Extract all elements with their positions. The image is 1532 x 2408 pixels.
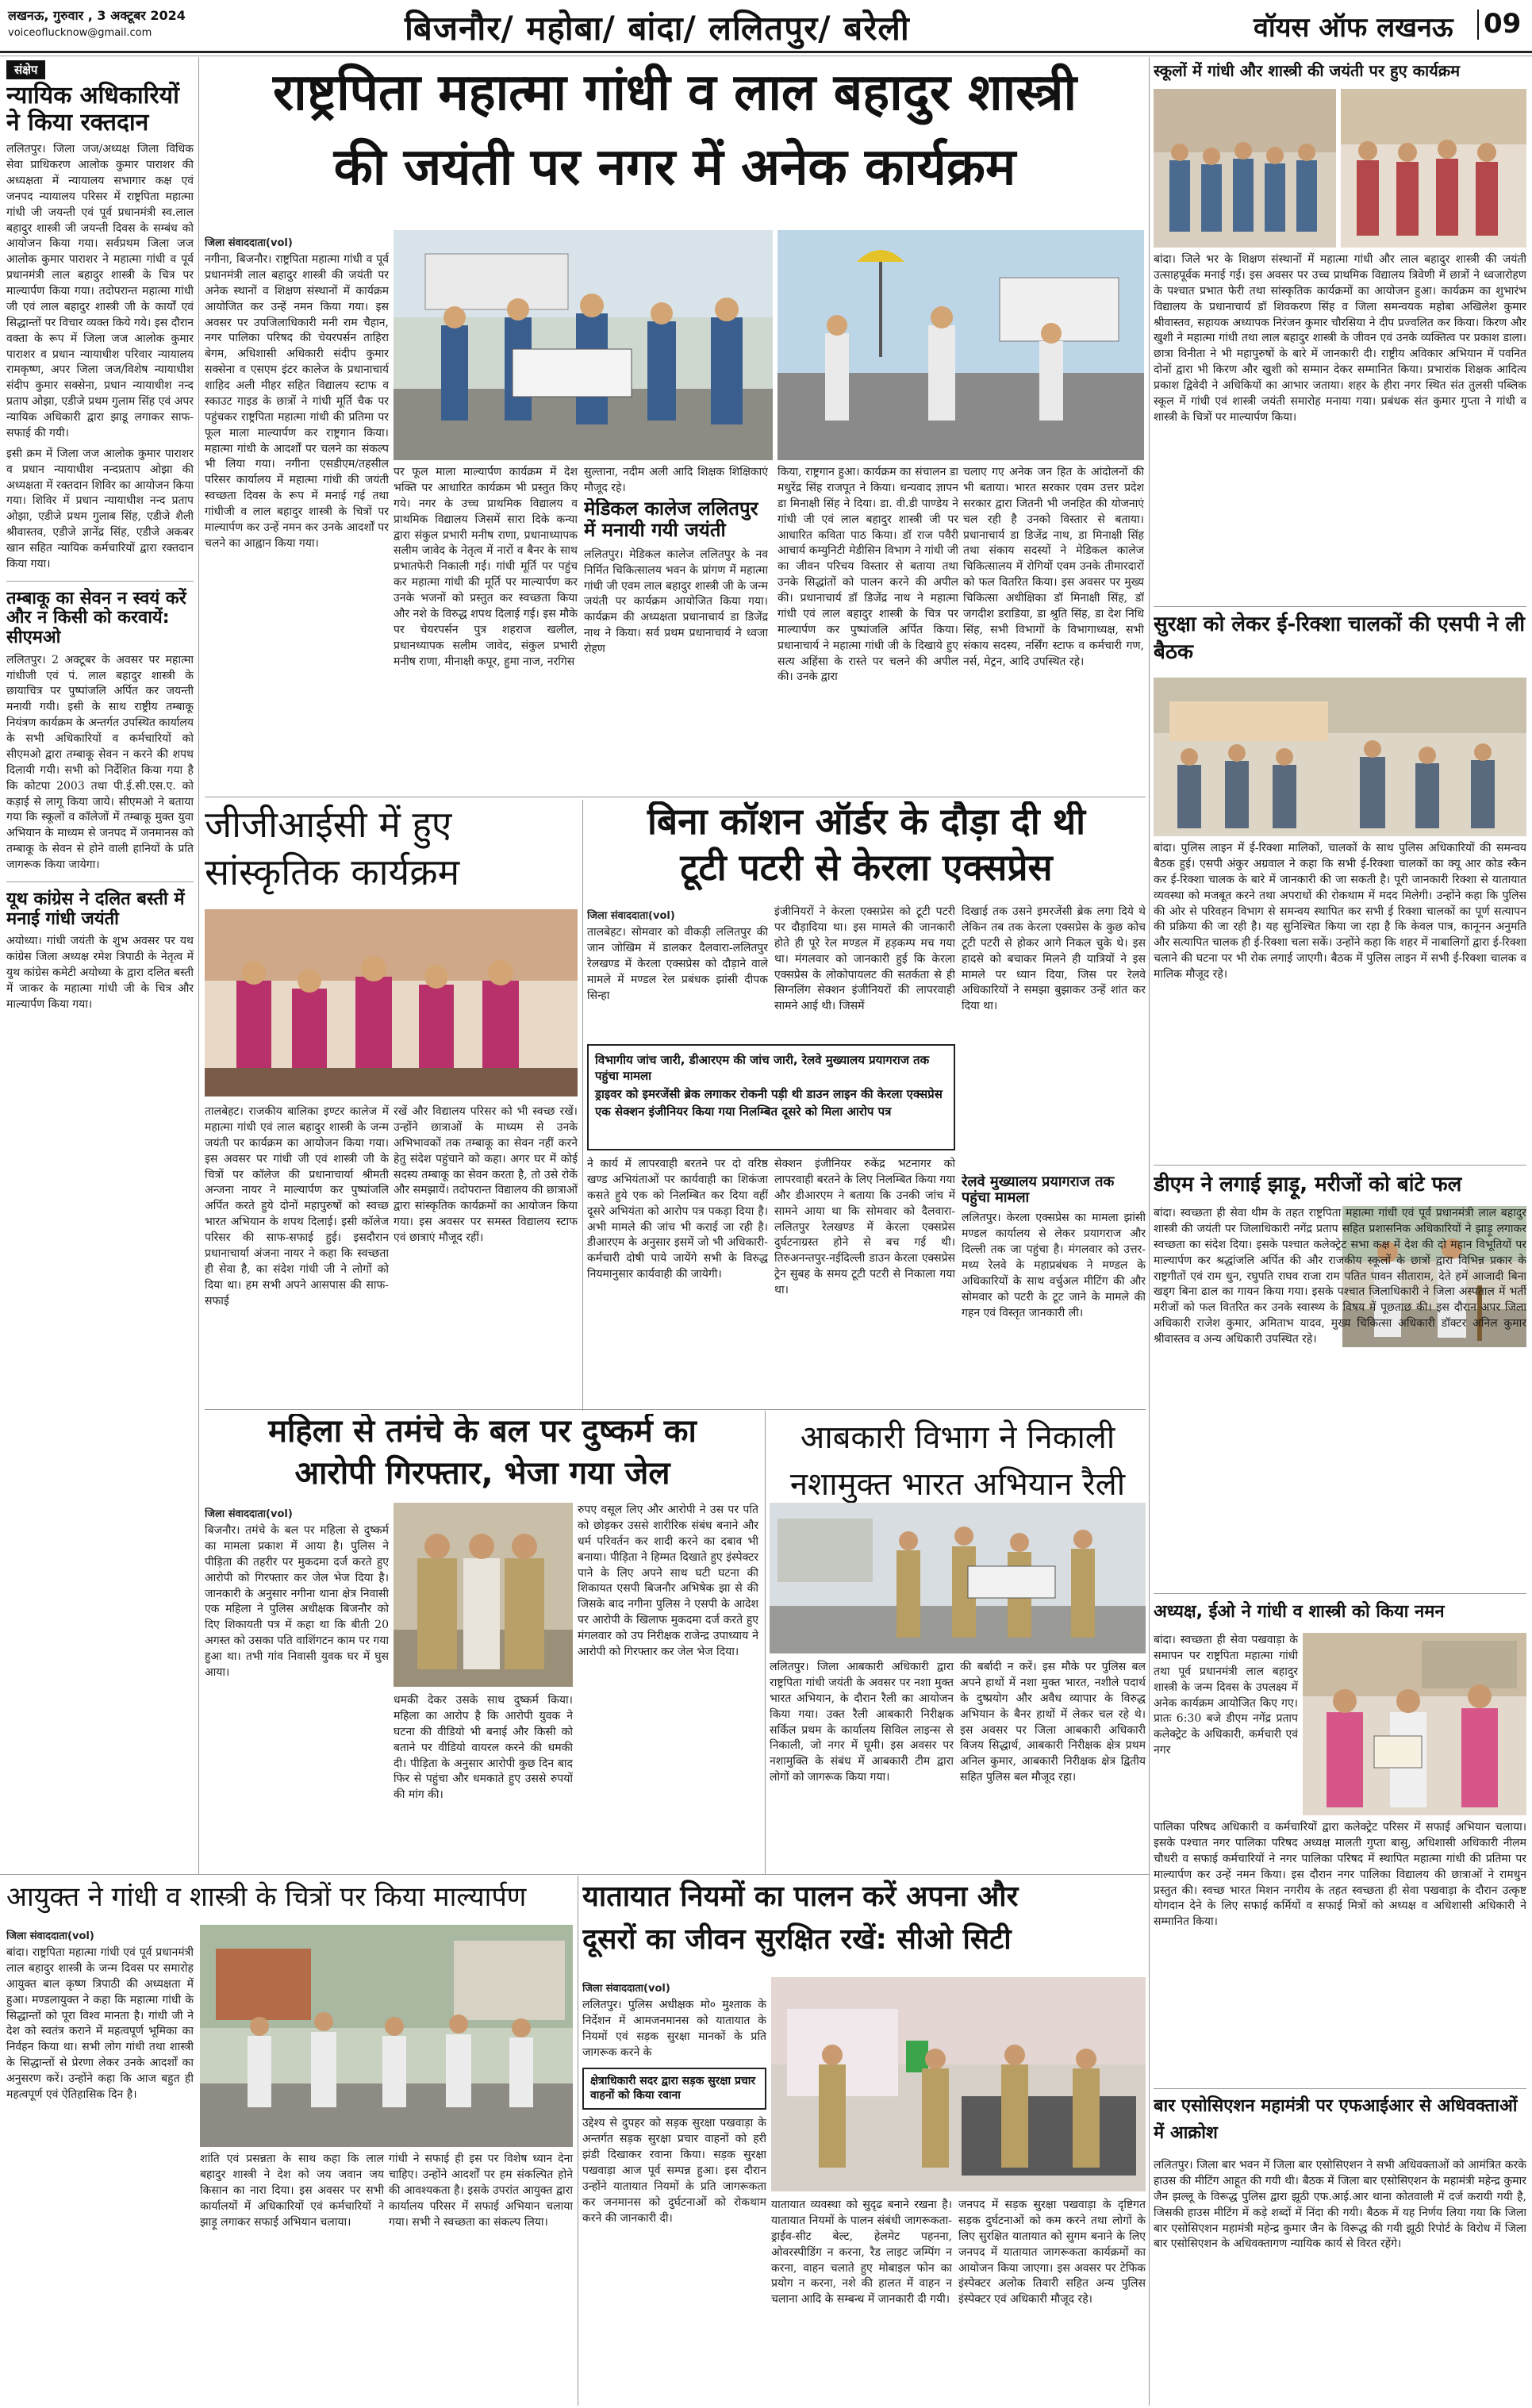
column-rule (1149, 57, 1150, 2406)
section-divider (1154, 1593, 1526, 1594)
kerala-headline (587, 801, 1146, 904)
traffic-col-2 (771, 2198, 952, 2401)
ggic-headline: जीजीआईसी में हुए सांस्कृतिक कार्यक्रम (205, 803, 460, 893)
column-rule (198, 57, 199, 1874)
brief-divider-1 (6, 581, 194, 582)
medical-body: ललितपुर। मेडिकल कालेज ललितपुर के नव निर्मित चिकित्सालय भवन के प्रांगण में महात्मा गांधी जी एवम लाल बहादुर शास्त्री जी के जन्म जयंती पर कार्यक्रम आयोजित किया गया। कार्यक्रम की अध्यक्षता प्रधानाचार्य डा डिजेंद्र नाथ ने किया। सर्व प्रथम प्रधानाचार्य ने ध्वजा रोहण (584, 547, 768, 655)
dm-body-text: बांदा। स्वच्छता ही सेवा थीम के तहत राष्ट्रपिता महात्मा गांधी एवं पूर्व प्रधानमंत्री लाल बहादुर शास्त्री की जयंती पर जिलाधिकारी नगेंद्र प्रताप सहित प्रशासनिक अधिकारियों ने झाड़ू लगाकर स्वच्छता का संदेश दिया। इसके पश्चात कलेक्ट्रेट सभा कक्ष में देश की दो महान विभूतियों पर माल्यार्पण कर श्रद्धांजलि अर्पित की और राजकीय स्कूलों के छात्रों द्वारा विभिन्न प्रकार के राष्ट्रगीतों एवं राम धुन, रघुपति राघव राजा राम पतित पावन सीताराम, देते हमें आजादी बिना खड्ग बिना ढाल का गायन किया गया। इसके पश्चात जिलाधिकारी ने जिला अस्पताल में भर्ती मरीजों को फल वितरित कर उनके स्वास्थ्य के विषय में पूछताछ की। इस दौरान अपर जिला अधिकारी राजेश कुमार, अमिताभ यादव, मुख्य चिकित्सा अधिकारी डॉक्टर अनिल कुमार श्रीवास्तव व अन्य अधिकारी उपस्थित रहे। (1154, 1207, 1526, 1346)
lead-photo-march (778, 230, 1144, 460)
schools-body-text: बांदा। जिले भर के शिक्षण संस्थानों में महात्मा गांधी और लाल बहादुर शास्त्री की जयंती उत्साहपूर्वक मनाई गई। इस अवसर पर उच्च प्राथमिक विद्यालय त्रिवेणी में छात्रों ने ध्वजारोहण के पश्चात प्रभात फेरी तथा सांस्कृतिक कार्यक्रमों का आयोजन हुआ। कार्यक्रम का शुभारंभ विद्यालय के प्रधानाचार्य डॉ शिवकरण सिंह व जिला समन्वयक महोबा अखिलेश कुमार श्रीवास्तव, सहायक अध्यापक निरंजन कुमार चौरसिया ने दीप प्रज्वलित कर किया। किरण और खुशी ने महात्मा गांधी तथा लाल बहादुर शास्त्री के जीवन एवं उनके व्यक्तित्व पर प्रकाश डाला। छात्रा विनीता ने भी महापुरुषों के बारे में जानकारी दी। राष्ट्रीय अविकार अभियान में पवनित दोनों द्वारा भी किरण और खुशी को सम्मान देकर सम्मानित किया। प्रभारांक शिक्षक आदित्य प्रकाश द्विवेदी ने अधिकियों का आभार जताया। शहर के हीरा नगर स्थित संत तुलसी पब्लिक स्कूल में गांधी एवं शास्त्री जयंती समारोह मनाया गया। प्रबंधक संत कुमार गुप्ता ने गांधी व शास्त्री के चित्रों पर माल्यार्पण किया। (1154, 253, 1526, 424)
traffic-col-lede (582, 1977, 766, 2401)
schools-body (1154, 252, 1526, 601)
nasha-col-1 (770, 1660, 954, 1857)
rape-col-3 (394, 1693, 573, 1856)
section-divider (0, 1874, 1149, 1875)
kerala-highlight-item: ड्राइवर को इमरजेंसी ब्रेक लगाकर रोकनी पड़ी थी डाउन लाइन की केरला एक्सप्रेस (595, 1086, 943, 1101)
lead-byline: जिला संवाददाता(vol) (205, 237, 293, 249)
rape-col-2 (578, 1503, 758, 1856)
schools-photo-2 (1341, 89, 1526, 248)
masthead-separator (1477, 10, 1479, 40)
section-divider (1154, 1165, 1526, 1166)
rape-photo (394, 1503, 573, 1687)
lead-photo-rally (394, 230, 773, 460)
rape-col-3-text: धमकी देकर उसके साथ दुष्कर्म किया। महिला का आरोप है कि आरोपी युवक ने घटना की वीडियो भी बनाई और किसी को बताने पर वीडियो वायरल करने की धमकी दी। पीड़िता के अनुसार आरोपी कुछ दिन बाद फिर से पहुंचा और धमकाते हुए उससे रुपयों की मांग की। (394, 1694, 573, 1802)
lead-headline-line-2: की जयंती पर नगर में अनेक कार्यक्रम (333, 137, 1016, 197)
eo-photo (1303, 1633, 1526, 1815)
kerala-headline-line-1: बिना कॉशन ऑर्डर के दौड़ा दी थी (647, 801, 1086, 843)
bar-body-text: ललितपुर। जिला बार भवन में जिला बार एसोसिएशन ने सभी अधिवक्ताओं को आमंत्रित करके हाउस की मीटिंग आहूत की गयी थी। बैठक में जिला बार एसोसिएशन के महामंत्री महेन्द्र कुमार जैन झल्लू के विरूद्ध पुलिस द्वारा झूठी एफ.आई.आर थाना कोतवाली में दर्ज करायी गयी है, जिसकी हाउस मीटिंग में कड़े शब्दों में निंदा की गयी। बैठक में यह निर्णय लिया गया कि जिला बार एसोसिएशन महामंत्री महेन्द्र कुमार जैन के विरूद्ध की गयी झूठी रिपोर्ट के विरोध में जिला बार एसोसिएशन के अधिवक्तागण न्यायिक कार्य से विरत रहेंगे। (1154, 2159, 1526, 2251)
lead-headline (205, 59, 1145, 225)
traffic-byline: जिला संवाददाता(vol) (582, 1983, 670, 1995)
kerala-col-5 (774, 1157, 955, 1403)
bar-headline: बार एसोसिएशन महामंत्री पर एफआईआर से अधिवक्ताओं में आक्रोश (1154, 2096, 1518, 2144)
kerala-highlight-item: एक सेक्शन इंजीनियर किया गया निलम्बित दूसरे को मिला आरोप पत्र (595, 1104, 892, 1119)
masthead (0, 0, 1532, 52)
ayukt-photo (200, 1925, 573, 2147)
eo-col-1 (1154, 1633, 1298, 1831)
page-number: 09 (1484, 8, 1522, 40)
traffic-headline-line-2: दूसरों का जीवन सुरक्षित रखें: सीओ सिटी (582, 1923, 1012, 1957)
traffic-highlight-box: क्षेत्राधिकारी सदर द्वारा सड़क सुरक्षा प्रचार वाहनों को किया रवाना (582, 2068, 766, 2110)
medical-story (584, 498, 768, 792)
section-cities: बिजनौर/ महोबा/ बांदा/ ललितपुर/ बरेली (405, 9, 910, 48)
dm-headline: डीएम ने लगाई झाड़ू, मरीजों को बांटे फल (1154, 1173, 1462, 1196)
rape-col-1 (205, 1503, 389, 1856)
kerala-col-2-text: इंजीनियरों ने केरला एक्सप्रेस को टूटी पटरी पर दौड़ादिया था। इस मामले की जानकारी होते ही पूरे रेल मण्डल में हड़कम्प मच गया था। मंगलवार को जानकारी हुई कि केरला एक्सप्रेस के लोकोपायलट की सतर्कता से ही सिग्नलिंग सेक्शन इंजीनियरों की लापरवाही सामने आई थी। जिसमें (774, 905, 955, 1013)
kerala-col-1-text: तालबेहट। सोमवार को वीकड़ी ललितपुर की जान जोखिम में डालकर दैलवारा-ललितपुर रेलखण्ड में केरला एक्सप्रेस को दौड़ाने वाले मामले में मण्डल रेल प्रबंधक झांसी दीपक सिन्हा (587, 926, 768, 1002)
ayukt-col-1 (6, 1925, 194, 2401)
kerala-col-4 (587, 1157, 768, 1403)
traffic-lede: ललितपुर। पुलिस अधीक्षक मो० मुश्ताक के निर्देशन में आमजनमानस को यातायात के नियमों एवं सड़क सुरक्षा मानकों के प्रति जागरूक करने के (582, 1999, 766, 2059)
kerala-col-4-text: ने कार्य में लापरवाही बरतने पर दो वरिष्ठ खण्ड अभियंताओं पर कार्यवाही का शिकंजा कसते हुये एक को निलम्बित कर दिया वहीं दूसरे अभियंता को आरोप पत्र पकड़ा दिया है। अभी मामले की जांच भी कराई जा रही है। डीआरएम के अनुसार इसमें जो भी अधिकारी-कर्मचारी दोषी पाये जायेंगे सभी के विरुद्ध नियमानुसार कार्यवाही की जायेगी। (587, 1158, 768, 1281)
traffic-col-3-text: जनपद में सड़क सुरक्षा पखवाड़ा के दृष्टिगत सड़क दुर्घटनाओं को कम करने तथा लोगों के लिए सुरक्षित यातायात को सुगम बनाने के लिए जनपद में यातायात जागरूकता कार्यक्रमों का आयोजन किया जाएगा। इस अवसर पर टेफिक इंस्पेक्टर अलोक तिवारी सहित अन्य पुलिस इंस्पेक्टर एवं अधिकारी मौजूद रहे। (958, 2199, 1146, 2306)
erickshaw-body (1154, 841, 1526, 1158)
nasha-col-2 (960, 1660, 1146, 1857)
lead-col-1-text: नगीना, बिजनौर। राष्ट्रपिता महात्मा गांधी व पूर्व प्रधानमंत्री लाल बहादुर शास्त्री की जयंती पर अनेक स्थानों व शिक्षण संस्थानों में कार्यक्रम आयोजित कर उन्हें नमन किया गया। इस अवसर पर उपजिलाधिकारी मनी राम चैहान, नगर पालिका परिषद की चेयरपर्सन ताहिरा बेगम, अधिशासी अधिकारी संदीप कुमार सक्सेना व एसएम इंटर कालेज के प्रधानाचार्य शाहिद अली मीहर सहित विद्यालय स्टाफ व स्काउट गाइड के छात्रों ने गांधी मूर्ति चैक पर पहुंचकर राष्ट्रपिता महात्मा गांधी की प्रतिमा पर फूल माला माल्यार्पण कर राष्ट्रगान किया। महात्मा गांधी के आदर्शों पर चलने का संकल्प भी लिया गया। नगीना एसडीएम/तहसील परिसर कार्यालय में महात्मा गांधी की जयंती स्वच्छता दिवस के रूप में मनाई गई तथा गांधीजी व लाल बहादुर शास्त्री के चित्रों पर माल्यार्पण कर उन्हें नमन कर उनके आदर्शों पर चलने का आह्वान किया गया। (205, 253, 389, 550)
lead-headline-line-1: राष्ट्रपिता महात्मा गांधी व लाल बहादुर शास्त्री (272, 63, 1077, 122)
traffic-col-1-text: उद्देश्य से दुपहर को सड़क सुरक्षा पखवाड़ा के अन्तर्गत सड़क सुरक्षा प्रचार वाहनों को हरी झंडी दिखाकर रवाना किया। सड़क सुरक्षा पखवाड़ा आज पूर्व सम्पन्न हुआ। इस दौरान उन्होंने यातायात नियमों के प्रति जागरूकता कर जनमानस को दुर्घटनाओं को रोकथाम करने की जानकारी दी। (582, 2117, 766, 2225)
eo-body-top: बांदा। स्वच्छता ही सेवा पखवाड़ा के समापन पर राष्ट्रपिता महात्मा गांधी तथा पूर्व प्रधानमंत्री लाल बहादुर शास्त्री के जन्म दिवस के उपलक्ष्य में अनेक कार्यक्रम आयोजित किए गए। प्रातः 6:30 बजे डीएम नगेंद्र प्रताप कलेक्ट्रेट के अधिकारी, कर्मचारी एवं नगर (1154, 1634, 1298, 1757)
kerala-byline: जिला संवाददाता(vol) (587, 910, 675, 922)
rape-headline-line-2: आरोपी गिरफ्तार, भेजा गया जेल (294, 1454, 670, 1492)
section-divider (1154, 2088, 1526, 2089)
section-divider (1154, 606, 1526, 607)
kerala-headline-line-2: टूटी पटरी से केरला एक्सप्रेस (680, 845, 1053, 889)
ayukt-col-3-text: गांधी ने सफाई ही इस पर विशेष ध्यान देना चाहिए। उन्होंने आदर्शों पर हम संकल्पित होने की आवश्यकता है। इसके उपरांत आयुक्त द्वारा कार्यालय परिसर में सफाई अभियान चलाया गया। सभी ने स्वच्छता का संकल्प लिया। (389, 2153, 573, 2229)
ggic-photo (205, 909, 578, 1096)
masthead-rule (0, 51, 1532, 53)
issue-date: लखनऊ, गुरुवार , 3 अक्टूबर 2024 (8, 8, 186, 23)
ayukt-byline: जिला संवाददाता(vol) (6, 1930, 94, 1942)
ggic-col-1 (205, 1104, 389, 1406)
dm-body (1154, 1206, 1526, 1603)
rape-col-1-text: बिजनौर। तमंचे के बल पर महिला से दुष्कर्म का मामला प्रकाश में आया है। पुलिस ने पीड़िता की तहरीर पर मुकदमा दर्ज करते हुए आरोपी को गिरफ्तार कर जेल भेज दिया है। जानकारी के अनुसार नगीना थाना क्षेत्र निवासी एक महिला ने पुलिस अधीक्षक बिजनौर को दिए शिकायती पत्र में कहा था कि बीती 20 अगस्त को उसका पति वाशिंगटन काम पर गया हुआ था। तभी गांव निवासी युवक घर में घुस आया। (205, 1524, 389, 1679)
kerala-col-3-text: दिखाई तक उसने इमरजेंसी ब्रेक लगा दिये थे लेकिन तब तक केरला एक्सप्रेस के कुछ कोच टूटी पटरी से होकर आगे निकल चुके थे। इस हादसे को बचाकर मिलने ही यात्रियों ने इस मामले पर ध्यान दिया, जिस पर रेलवे अधिकारियों ने समझा बुझाकर उन्हें शांत कर दिया था। (962, 905, 1146, 1013)
lead-col-2-text: पर फूल माला माल्यार्पण कार्यक्रम में देश भक्ति पर आधारित कार्यक्रम भी प्रस्तुत किए गये। नगर के उच्च प्राथमिक विद्यालय व प्राथमिक विद्यालय जिसमें सारा दिके कन्या द्वारा संकुल प्रभारी मनीष राणा, प्रधानाध्यापक सलीम जावेद के नेतृत्व में नारों व बैनर के साथ प्रभातफेरी निकाली गई। गांधी मूर्ति पर पहुंच कर महात्मा गांधी की मूर्ति पर माल्यार्पण कर उनके भजनों को प्रस्तुत कर स्वच्छता किया और नशे के विरुद्ध शपथ दिलाई गई। इस मौके पर चेयरपर्सन पुत्र शहराज खलील, प्रधानध्यापक सलीम जावेद, संकुल प्रभारी मनीष राणा, मीनाक्षी कपूर, हुमा नाज, नरगिस (394, 466, 578, 668)
traffic-col-3 (958, 2198, 1146, 2401)
kerala-highlights (587, 1044, 955, 1150)
nasha-headline-line-2: नशामुक्त भारत अभियान रैली (789, 1466, 1126, 1503)
section-divider (205, 1409, 1146, 1410)
brief-4-headline: यूथ कांग्रेस ने दलित बस्ती में मनाई गांधी जयंती (6, 889, 185, 929)
traffic-col-2-text: यातायात व्यवस्था को सुदृढ बनाने रखना है। यातायात नियमों के पालन संबंधी जागरूकता-ड्राईव-सीट बेल्ट, हेलमेट पहनना, ओवरस्पीडिंग न करना, रैड लाइट जम्पिंग न करना, वाहन चलाते हुए मोबाइल फोन का प्रयोग न करना, नशे की हालत में वाहन न चलाना आदि के सम्बन्ध में जानकारी दी गयी। (771, 2199, 952, 2306)
kerala-subheadline: रेलवे मुख्यालय प्रयागराज तक पहुंचा मामला (962, 1174, 1115, 1207)
ggic-col-1-text: तालबेहट। राजकीय बालिका इण्टर कालेज में महात्मा गांधी एवं लाल बहादुर शास्त्री के जन्म जयंती पर कार्यक्रम का आयोजन किया गया। इस अवसर पर गांधी जी एवं शास्त्री जी के चित्रों पर कॉलेज की प्रधानाचार्या श्रीमती अन्जना नायर ने माल्यार्पण कर पुष्पांजलि अर्पित करते हुये दोनों महापुरुषों को स्वच्छ भारत अभियान के शपथ दिलाई। इसी कॉलेज परिसर की साफ-सफाई हुई। इसदौरान प्रधानाचार्या अंजना नायर ने कहा कि स्वच्छता ही सेवा है, का संदेश गांधी जी ने लोगों को दिया था। हम सभी अपने आसपास की साफ-सफाई (205, 1105, 389, 1308)
erickshaw-headline: सुरक्षा को लेकर ई-रिक्शा चालकों की एसपी ने ली बैठक (1154, 613, 1525, 665)
paper-name: वॉयस ऑफ लखनऊ (1254, 12, 1453, 44)
contact-email: voiceoflucknow@gmail.com (8, 27, 152, 39)
rape-headline (205, 1414, 760, 1503)
lead-col-5 (963, 465, 1144, 792)
nasha-col-1-text: ललितपुर। जिला आबकारी अधिकारी द्वारा राष्ट्रपिता गांधी जयंती के अवसर पर नशा मुक्त भारत अभियान, के दौरान रैली का आयोजन किया गया। उक्त रैली आबकारी निरीक्षक सर्किल प्रथम के कार्यालय सिविल लाइन्स से निकाली, जो नगर में घूमी। इस अवसर पर नशामुक्ति के संबंध में आबकारी टीम द्वारा लोगों को जागरूक किया गया। (770, 1661, 954, 1784)
nasha-headline (770, 1414, 1146, 1503)
brief-divider-2 (6, 881, 194, 882)
ayukt-col-3 (389, 2152, 573, 2401)
ggic-col-2-text: रखें और विद्यालय परिसर को भी स्वच्छ रखें। उन्होंने छात्राओं के माध्यम से उनके अभिभावकों तक तम्बाकू का सेवन नहीं करने हेतु संदेश पहुंचाने को कहा। अगर घर में कोई सदस्य तम्बाकू का सेवन करता है, तो उसे रोकें और समझायें। तदोपरान्त विद्यालय की छात्राओं द्वारा सांस्कृतिक कार्यक्रमों का आयोजन किया गया। इस अवसर पर समस्त विद्यालय स्टाफ एवं छात्राएं मौजूद रहीं। (394, 1105, 578, 1244)
brief-column (6, 60, 194, 1877)
kerala-col-1 (587, 904, 768, 1039)
brief-3-body: ललितपुर। 2 अक्टूबर के अवसर पर महात्मा गांधीजी एवं पं. लाल बहादुर शास्त्री के छायाचित्र पर पुष्पांजलि अर्पित कर जयन्ती मनायी गयी। इसी के साथ राष्ट्रीय तम्बाकू नियंत्रण कार्यक्रम के अन्तर्गत उपस्थित कार्यालय के सभी अधिकारियों व कर्मचारियों को सीएमओ द्वारा तम्बाकू सेवन न करने की शपथ दिलायी गयी। सभी को निर्देशित किया गया है कि कोटपा 2003 तथा पी.ई.सी.एस.ए. को कड़ाई से लागू किया जाये। सीएमओ ने बताया गया कि स्कूलों व कॉलेजों में तम्बाकू मुक्त युवा अभियान के माध्यम से जनपद में जनमानस को तम्बाकू के सेवन से होने वाली हानियों के प्रति जागरूक किया जायेगा। (6, 653, 194, 872)
brief-4-body: अयोध्या। गांधी जयंती के शुभ अवसर पर यथ कांग्रेस जिला अध्यक्ष रमेश त्रिपाठी के नेतृत्व में युथ कांग्रेस कमेटी अयोध्या के द्वारा दलित बस्ती में जाकर के महात्मा गांधी जी के चित्र और माल्यार्पण किया गया। (6, 935, 194, 1011)
kerala-col-2 (774, 904, 955, 1039)
schools-photo-1 (1154, 89, 1336, 248)
ayukt-col-2 (200, 2152, 384, 2401)
lead-col-3-text: सुल्ताना, नदीम अली आदि शिक्षक शिक्षिकाएं मौजूद रहे। (584, 466, 768, 494)
medical-headline: मेडिकल कालेज ललितपुर में मनायी गयी जयंती (584, 498, 758, 541)
brief-2-body: इसी क्रम में जिला जज आलोक कुमार पाराशर व प्रधान न्यायाधीश नन्दप्रताप ओझा की अध्यक्षता में रक्तदान शिविर का आयोजन किया गया। शिविर में प्रधान न्यायाधीश नन्द प्रताप ओझा, एडीजे प्रथम गुलाब सिंह, एडीजे शैली श्रीवास्तव, एडीजे ज्ञानेंद्र सिंह, एडीजे अकबर खान सहित न्यायिक कर्मचारियों द्वारा रक्तदान किया गया। (6, 447, 194, 570)
lead-col-5-text: चलाए गए अनेक जन हित के आंदोलनों की भी बताया। भारत सरकार एवम उत्तर प्रदेश सरकार द्वारा जितनी भी जनहित की योजनाएं चल रही है उनको विस्तार से बताया। प्रधानाचार्य डा डिजेंद्र नाथ, डा मिनाक्षी सिंह तथा संकाय सदस्यों ने मेडिकल कालेज चिकित्सालय में रोगियों एवम उनके तीमारदारों को फल वितरित किया। इस अवसर पर मुख्य चिकित्सा अधीक्षिका डॉ मिनाक्षी सिंह, डॉ जगदीश डराडिया, डा श्रुति सिंह, डा देश निधि सिंह, सभी विभागों के विभागाध्यक्ष, सभी संकाय सदस्य, नर्सिंग स्टाफ व कर्मचारी गण, नर्स, मेट्रन, आदि उपस्थित रहे। (963, 466, 1144, 668)
ayukt-col-2-text: शांति एवं प्रसन्नता के साथ कहा कि लाल बहादुर शास्त्री ने देश को जय जवान जय किसान का नारा दिया। इस अवसर पर सभी कार्यालयों में अधिकारियों एवं कर्मचारियों ने झाड़ू लगाकर सफाई अभियान चलाया। (200, 2153, 384, 2229)
brief-1-headline: न्यायिक अधिकारियों ने किया रक्तदान (6, 82, 179, 136)
brief-1-body: ललितपुर। जिला जज/अध्यक्ष जिला विधिक सेवा प्राधिकरण आलोक कुमार पाराशर की अध्यक्षता में न्यायालय सभागार कक्ष एवं जनपद न्यायालय परिसर में राष्ट्रपिता महात्मा गांधी जी जयन्ती एवं पूर्व प्रधानमंत्री स्व.लाल बहादुर शास्त्री जी जयन्ती दिवस के सम्बंध को आयोजन किया गया। सर्वप्रथम जिला जज आलोक कुमार पाराशर ने महात्मा गांधी व पूर्व प्रधानमंत्री लाल बहादुर शास्त्री के चित्र पर माल्यार्पण किया गया। तदोपरान्त महात्मा गांधी जी एवं लाल बहादुर शास्त्री जी के कार्यों एवं सिद्धान्तों पर विचार व्यक्त किये गये। इस दौरान वक्ता के रूप में जिला जज आलोक कुमार पाराशर व प्रधान न्यायाधीश परिवार न्यायालय रामकृष्ण, अपर जिला जज/विशेष न्यायाधीश संदीप कुमार सक्सेना, प्रधान न्यायाधीश नन्द प्रताप ओझा, एडीजे प्रथम गुलाम सिंह एवं अपर न्यायिक अधिकारी द्वारा झाडू लगाकर साफ-सफाई की गयी। (6, 143, 194, 440)
nasha-photo (770, 1503, 1146, 1653)
lead-col-4-text: किया, राष्ट्रगान हुआ। कार्यक्रम का संचालन डा मधुरेंद्र सिंह राजपूत ने किया। धन्यवाद ज्ञापन डा मिनाक्षी सिंह ने दिया। डा. वी.डी पाण्डेय ने गांधी जी एवं लाल बहादुर शास्त्री जी पर आधारित कविता पाठ किया। डॉ राज पवैरी आचार्य कम्युनिटी मेडीसिन विभाग ने गांधी जी का जीवन परिचय विस्तार से बताया तथा उनके सिद्धांतों को पालन करने की अपील की। प्रधानाचार्य डॉ डिजेंद्र नाथ ने महात्मा गांधी एवं लाल बहादुर शास्त्री के चित्र पर माल्यार्पण कर पुष्पांजलि अर्पित किया। प्रधानाचार्य ने महात्मा गांधी जी के दिखाये हुए सत्य अहिंसा के रास्ते पर चलने की अपील की। उनके द्वारा (778, 466, 958, 684)
bar-body (1154, 2158, 1526, 2401)
lead-col-4 (778, 465, 958, 792)
nasha-headline-line-1: आबकारी विभाग ने निकाली (800, 1419, 1115, 1456)
brief-3-headline: तम्बाकू का सेवन न स्वयं करें और न किसी को करवायें: सीएमओ (6, 588, 186, 648)
kerala-highlight-item: विभागीय जांच जारी, डीआरएम की जांच जारी, रेलवे मुख्यालय प्रयागराज तक पहुंचा मामला (595, 1053, 930, 1084)
lead-col-2 (394, 465, 578, 790)
ayukt-col-1-text: बांदा। राष्ट्रपिता महात्मा गांधी एवं पूर्व प्रधानमंत्री लाल बहादुर शास्त्री के जन्म दिवस पर समारोह आयुक्त बाल कृष्ण त्रिपाठी की अध्यक्षता में हुआ। मण्डलायुक्त ने कहा कि महात्मा गांधी के सिद्धान्तों को पूरा विश्व मानता है। गांधी जी ने देश को स्वतंत्र कराने में महत्वपूर्ण भूमिका का निर्वहन किया था। सभी लोग गांधी तथा शास्त्री के सिद्धान्तों से प्रेरणा लेकर उनके आदर्शों का अनुसरण करें। उन्होंने कहा कि आज बहुत ही महत्वपूर्ण एवं ऐतिहासिक दिन है। (6, 1946, 194, 2101)
eo-body-bottom: पालिका परिषद अधिकारी व कर्मचारियों द्वारा कलेक्ट्रेट परिसर में सफाई अभियान चलाया। इसके पश्चात नगर पालिका परिषद अध्यक्ष मालती गुप्ता बासु, अधिशासी अधिकारी नीलम चौधरी व सफाई कर्मचारियों ने नगर पालिका परिषद में स्थापित महात्मा गांधी की प्रतिमा पर माल्यार्पण कर उन्हें नमन किया। इस दौरान नगर पालिका विद्यालय की छात्राओं ने रामधुन प्रस्तुत की। स्वच्छ भारत मिशन नगरीय के तहत स्वच्छता ही सेवा पखवाड़ा के दौरान उत्कृष्ट योगदान देने के लिए सफाई कर्मियों व सफाई मित्रों को अध्यक्ष व अधिशासी अधिकारी ने सम्मानित किया। (1154, 1821, 1526, 1929)
eo-body (1154, 1820, 1526, 2090)
kerala-col-3 (962, 904, 1146, 1174)
traffic-photo (771, 1977, 1146, 2191)
rape-byline: जिला संवाददाता(vol) (205, 1508, 293, 1520)
kerala-col-6-text: ललितपुर। केरला एक्सप्रेस का मामला झांसी मण्डल कार्यालय से लेकर प्रयागराज और दिल्ली तक जा पहुंचा है। मंगलवार को उत्तर-मध्य रेलवे के महाप्रबंधक ने मण्डल के अधिकारियों के साथ वर्चुअल मीटिंग की और सोमवार को पटरी के टूट जाने के मामले की गहन एवं विस्तृत जानकारी ली। (962, 1212, 1146, 1319)
erickshaw-body-text: बांदा। पुलिस लाइन में ई-रिक्शा मालिकों, चालकों के साथ पुलिस अधिकारियों की समन्वय बैठक हुई। एसपी अंकुर अग्रवाल ने कहा कि सभी ई-रिक्शा चालकों का क्यू आर कोड स्कैन कर ई-रिक्शा चालक के बारे में जानकारी की जा सकती है। पूरी जानकारी रिक्शा से यातायात व्यवस्था को मजबूत करने तथा अपराधों की रोकथाम में मदद मिलेगी। उन्होंने कहा कि पुलिस की ओर से परिवहन विभाग से समन्वय स्थापित कर सभी ई रिक्शा चालकों का पूर्ण सत्यापन की प्रक्रिया की जा रही है। यह सुनिश्चित किया जा रहा है कि केवल पात्र, कानूनन अनुमति और सत्यापित चालक ही ई-रिक्शा चला सकें। उन्होंने कहा कि शहर में नाबालिगों द्वारा ई-रिक्शा चलाने की घटना पर भी रोक लगाई जाएगी। बैठक में पुलिस लाइन में सभी ई-रिक्शा चालक व मालिक मौजूद रहे। (1154, 842, 1526, 981)
brief-label: संक्षेप (6, 60, 45, 79)
nasha-col-2-text: की बर्बादी न करें। इस मौके पर पुलिस बल अपने हाथों में नशा मुक्त भारत, नशीले पदार्थ के दुष्प्रयोग और अवैध व्यापार के विरुद्ध अभियान के बैनर हाथों में लेकर चल रहे थे। इस अवसर पर जिला आबकारी अधिकारी विजय सिद्धार्थ, आबकारी निरीक्षक क्षेत्र प्रथम अनिल कुमार, आबकारी निरीक्षक क्षेत्र द्वितीय सहित पुलिस बल मौजूद रहा। (960, 1661, 1146, 1784)
traffic-headline (582, 1877, 1146, 1972)
column-rule (582, 800, 583, 1411)
erickshaw-photo (1154, 678, 1526, 836)
column-rule (765, 1411, 766, 1874)
eo-headline: अध्यक्ष, ईओ ने गांधी व शास्त्री को किया नमन (1154, 1602, 1445, 1622)
rape-col-2-text: रुपए वसूल लिए और आरोपी ने उस पर पति को छोड़कर उससे शारीरिक संबंध बनाने और धर्म परिवर्तन कर शादी करने का दबाव भी बनाया। पीड़िता ने हिम्मत दिखाते हुए इंस्पेक्टर पाने के लिए अपने साथ घटी घटना की शिकायत एसपी बिजनौर अभिषेक झा से की जिसके बाद नगीना पुलिस ने एसपी के आदेश पर आरोपी के खिलाफ मुकदमा दर्ज करते हुए मंगलवार को उप निरीक्षक राजेन्द्र उपाध्याय ने आरोपी को गिरफ्तार कर जेल भेज दिया। (578, 1504, 758, 1658)
schools-headline: स्कूलों में गांधी और शास्त्री की जयंती पर हुए कार्यक्रम (1154, 61, 1461, 80)
ggic-col-2 (394, 1104, 578, 1406)
ayukt-headline: आयुक्त ने गांधी व शास्त्री के चित्रों पर किया माल्यार्पण (6, 1881, 527, 1913)
kerala-col-6 (962, 1174, 1146, 1404)
rape-headline-line-1: महिला से तमंचे के बल पर दुष्कर्म का (268, 1414, 697, 1450)
traffic-headline-line-1: यातायात नियमों का पालन करें अपना और (582, 1880, 1019, 1913)
kerala-col-5-text: सेक्शन इंजीनियर रुकेंद्र भटनागर को लापरवाही बरतने के लिए निलम्बित किया गया और डीआरएम ने बताया कि उनकी जांच में सामने आया था कि सोमवार को दैलवारा-ललितपुर रेलखण्ड में केरला एक्सप्रेस दुर्घटनाग्रस्त होने से बच गई थी। तिरुअनन्तपुर-नईदिल्ली डाउन केरला एक्सप्रेस ट्रेन सुबह के समय टूटी पटरी से निकाला गया था। (774, 1158, 955, 1296)
